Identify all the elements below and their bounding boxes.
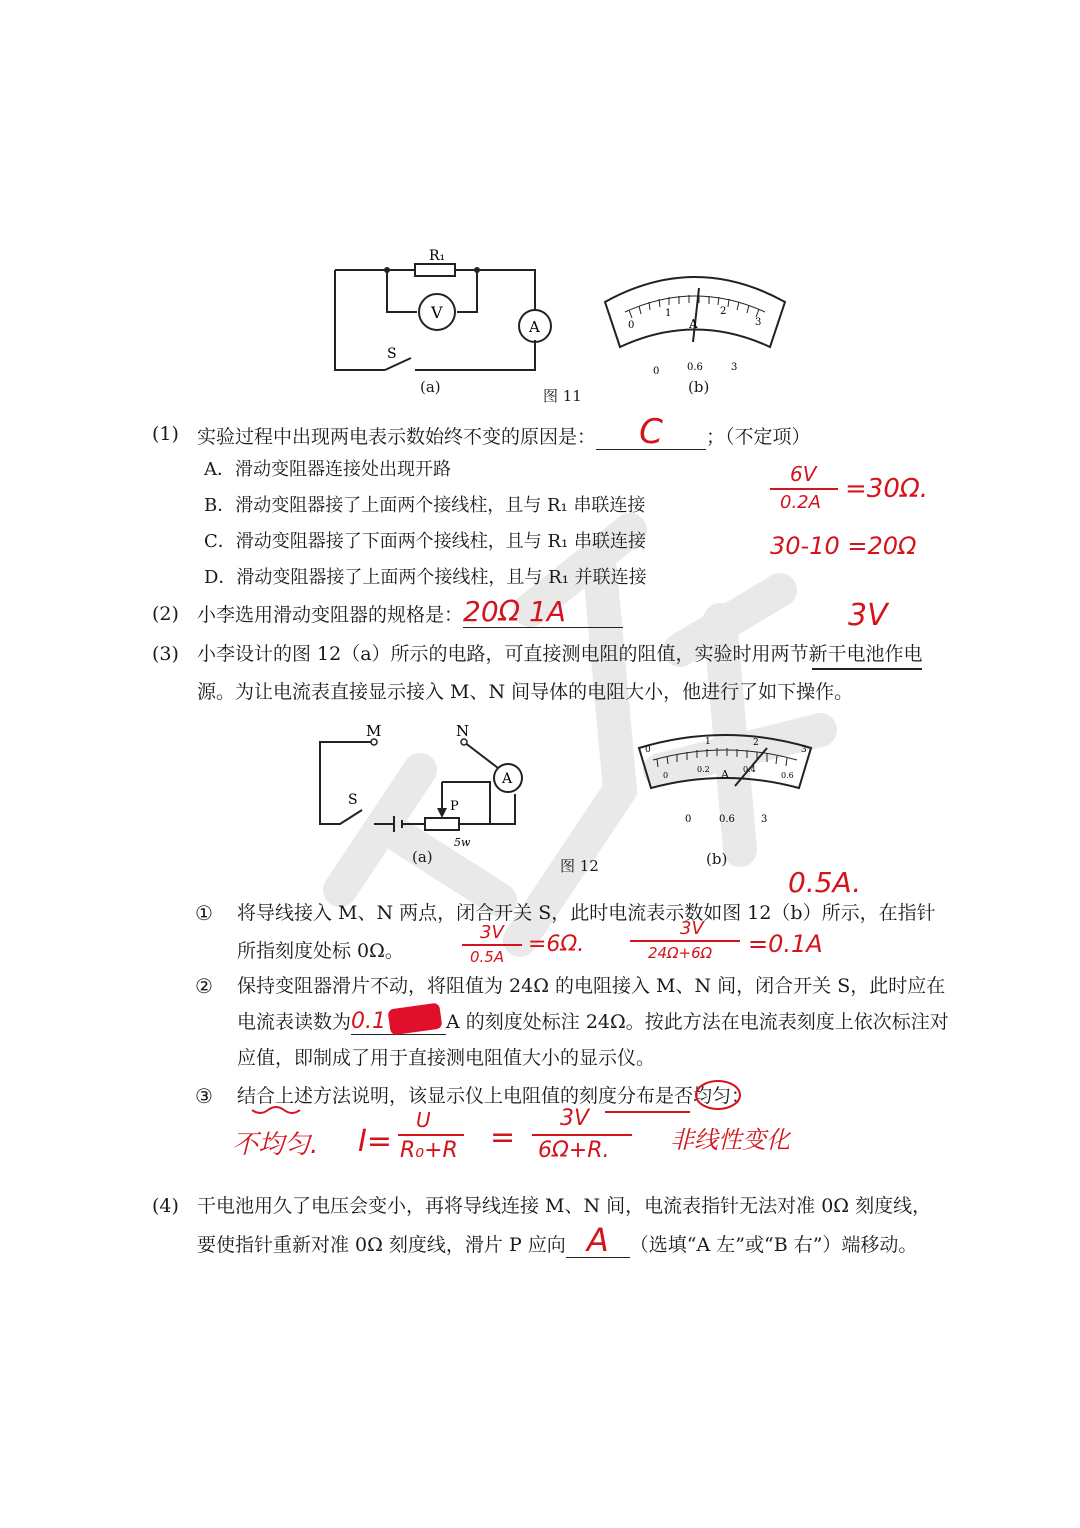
step3-formula-num2: 3V bbox=[560, 1106, 590, 1131]
q1-option-b: B．滑动变阻器接了上面两个接线柱，且与 R₁ 串联连接 bbox=[204, 495, 646, 516]
fig12-ammeter-label: A bbox=[502, 771, 513, 787]
fig11-meter-label-2: 2 bbox=[720, 306, 727, 317]
fig12-label-n: N bbox=[456, 722, 470, 740]
figure-12-meter bbox=[635, 730, 815, 840]
q1-suffix: ；（不定项） bbox=[706, 426, 811, 448]
fig12-meter-sub-2: 0.4 bbox=[743, 765, 756, 774]
figure-12-circuit bbox=[310, 722, 540, 852]
fig12-meter-top-0: 0 bbox=[645, 745, 651, 755]
fig11-switch-label: S bbox=[387, 346, 397, 362]
fig11-terminal-0: 0 bbox=[653, 366, 660, 377]
step3-formula-lhs: I= bbox=[358, 1124, 392, 1159]
q2-answer-blank bbox=[463, 595, 623, 628]
fig12-caption: 图 12 bbox=[560, 857, 599, 875]
q1-note1-den: 0.2A bbox=[780, 492, 821, 513]
fig12-meter-unit: A bbox=[721, 768, 729, 781]
q3-number: (3) bbox=[152, 643, 179, 665]
step3-text: 结合上述方法说明，该显示仪上电阻值的刻度分布是否均匀： bbox=[237, 1085, 751, 1107]
fig11-label-a: (a) bbox=[420, 378, 441, 396]
q1-number: (1) bbox=[152, 423, 179, 445]
step3-equals: = bbox=[490, 1120, 516, 1155]
step3-formula-den2: 6Ω+R. bbox=[538, 1138, 610, 1163]
q1-option-d: D．滑动变阻器接了上面两个接线柱，且与 R₁ 并联连接 bbox=[204, 567, 647, 588]
fig12-meter-top-1: 1 bbox=[705, 737, 711, 747]
step3-marker-glyph: ③ bbox=[195, 1084, 213, 1108]
step1-note-current: 0.5A. bbox=[788, 866, 862, 899]
fig11-voltmeter-label: V bbox=[431, 303, 443, 322]
step1-calc2-den: 24Ω+6Ω bbox=[648, 944, 713, 962]
q1-note2: 30-10 =20Ω bbox=[770, 532, 917, 560]
fig12-note-5w: 5w bbox=[454, 836, 471, 849]
step3-marker bbox=[195, 1084, 213, 1109]
step2-answer-blank bbox=[351, 1010, 446, 1035]
fig11-label-b: (b) bbox=[688, 378, 710, 396]
step1-calc1-res: =6Ω. bbox=[528, 932, 585, 957]
figure-11-circuit bbox=[325, 240, 565, 400]
step3-note: 非线性变化 bbox=[670, 1126, 790, 1154]
fig12-terminal-2: 3 bbox=[761, 814, 768, 825]
fig11-terminal-1: 0.6 bbox=[687, 362, 703, 373]
step2-redaction bbox=[387, 1003, 442, 1036]
fig11-terminal-2: 3 bbox=[731, 362, 738, 373]
step1-calc2-res: =0.1A bbox=[748, 930, 823, 958]
fig11-meter-unit: A bbox=[689, 317, 698, 331]
step3-formula-den1: R₀+R bbox=[400, 1138, 458, 1163]
q4-line2 bbox=[197, 1221, 918, 1259]
step3-markup bbox=[230, 1080, 790, 1120]
q4-number: (4) bbox=[152, 1195, 179, 1217]
fig12-meter-top-2: 2 bbox=[753, 738, 759, 748]
step2-answer: 0.1 bbox=[351, 1009, 387, 1034]
q1-note1-bar bbox=[770, 488, 838, 490]
fig11-ammeter-label: A bbox=[529, 318, 540, 336]
step1-calc1-bar bbox=[462, 944, 522, 946]
q1-option-c: C．滑动变阻器接了下面两个接线柱，且与 R₁ 串联连接 bbox=[204, 531, 646, 552]
fig11-meter-label-1: 1 bbox=[665, 308, 672, 319]
step1-calc1-den: 0.5A bbox=[470, 948, 505, 966]
q1-answer-blank bbox=[596, 412, 706, 452]
fig11-meter-label-0: 0 bbox=[628, 320, 635, 331]
step1-marker bbox=[195, 901, 213, 926]
q1-note1-num: 6V bbox=[790, 462, 817, 486]
step2-line3: 应值，即制成了用于直接测电阻值大小的显示仪。 bbox=[237, 1047, 656, 1069]
q4-answer-blank bbox=[566, 1221, 630, 1259]
fig12-label-s: S bbox=[348, 792, 358, 808]
step1-calc2-bar bbox=[630, 940, 740, 942]
fig12-label-a: (a) bbox=[412, 848, 433, 866]
fig11-meter-label-3: 3 bbox=[755, 317, 762, 328]
q1-note1-result: =30Ω. bbox=[845, 474, 929, 504]
q2-note: 3V bbox=[848, 598, 888, 633]
q1-question bbox=[197, 412, 811, 452]
step3-frac1-bar bbox=[398, 1134, 464, 1136]
fig12-label-p: P bbox=[450, 799, 459, 814]
step1-calc2-num: 3V bbox=[680, 918, 704, 939]
q4-line2-pre: 要使指针重新对准 0Ω 刻度线，滑片 P 应向 bbox=[197, 1234, 566, 1256]
step2-line2-pre: 电流表读数为 bbox=[237, 1011, 352, 1033]
step3-formula-num1: U bbox=[416, 1108, 431, 1132]
q2-answer: 20Ω 1A bbox=[463, 595, 566, 628]
step2-line1: 保持变阻器滑片不动，将阻值为 24Ω 的电阻接入 M、N 间，闭合开关 S，此时应在 bbox=[237, 975, 946, 997]
q2-number: (2) bbox=[152, 603, 179, 625]
q4-line2-post: （选填“A 左”或“B 右”）端移动。 bbox=[629, 1234, 918, 1256]
step1-line2: 所指刻度处标 0Ω。 bbox=[237, 940, 404, 962]
step1-marker-glyph: ① bbox=[195, 901, 213, 925]
fig11-r1-label: R₁ bbox=[429, 248, 446, 264]
q1-option-a: A．滑动变阻器连接处出现开路 bbox=[204, 459, 451, 480]
q3-line2: 源。为让电流表直接显示接入 M、N 间导体的电阻大小，他进行了如下操作。 bbox=[197, 681, 854, 703]
step1-calc1-num: 3V bbox=[480, 922, 504, 943]
q4-line1: 干电池用久了电压会变小，再将导线连接 M、N 间，电流表指针无法对准 0Ω 刻度线， bbox=[197, 1195, 932, 1217]
fig12-terminal-0: 0 bbox=[685, 814, 692, 825]
fig12-meter-sub-1: 0.2 bbox=[697, 765, 710, 774]
fig12-meter-top-3: 3 bbox=[801, 745, 807, 755]
step2-marker-glyph: ② bbox=[195, 974, 213, 998]
fig12-meter-sub-0: 0 bbox=[663, 771, 669, 780]
q3-line1: 小李设计的图 12（a）所示的电路，可直接测电阻的阻值，实验时用两节新干电池作电 bbox=[197, 643, 923, 665]
q1-text: 实验过程中出现两电表示数始终不变的原因是： bbox=[197, 426, 597, 448]
step2-line2-post: A 的刻度处标注 24Ω。按此方法在电流表刻度上依次标注对 bbox=[446, 1011, 949, 1033]
step3-frac2-bar bbox=[532, 1134, 632, 1136]
step2-marker bbox=[195, 974, 213, 999]
step1-line1: 将导线接入 M、N 两点，闭合开关 S，此时电流表示数如图 12（b）所示，在指针 bbox=[237, 902, 936, 924]
q2-text: 小李选用滑动变阻器的规格是： bbox=[197, 604, 464, 626]
fig11-caption: 图 11 bbox=[543, 387, 582, 405]
q3-underline bbox=[812, 668, 922, 670]
figure-11-meter bbox=[595, 262, 795, 392]
step3-answer: 不均匀. bbox=[232, 1130, 319, 1160]
q1-answer: C bbox=[639, 412, 663, 452]
fig12-meter-sub-3: 0.6 bbox=[781, 771, 794, 780]
q2-question bbox=[197, 595, 623, 628]
q4-answer: A bbox=[586, 1221, 609, 1259]
step2-line2 bbox=[237, 1010, 949, 1035]
fig12-terminal-1: 0.6 bbox=[719, 814, 735, 825]
fig12-label-b: (b) bbox=[706, 850, 728, 868]
fig12-label-m: M bbox=[366, 722, 382, 740]
